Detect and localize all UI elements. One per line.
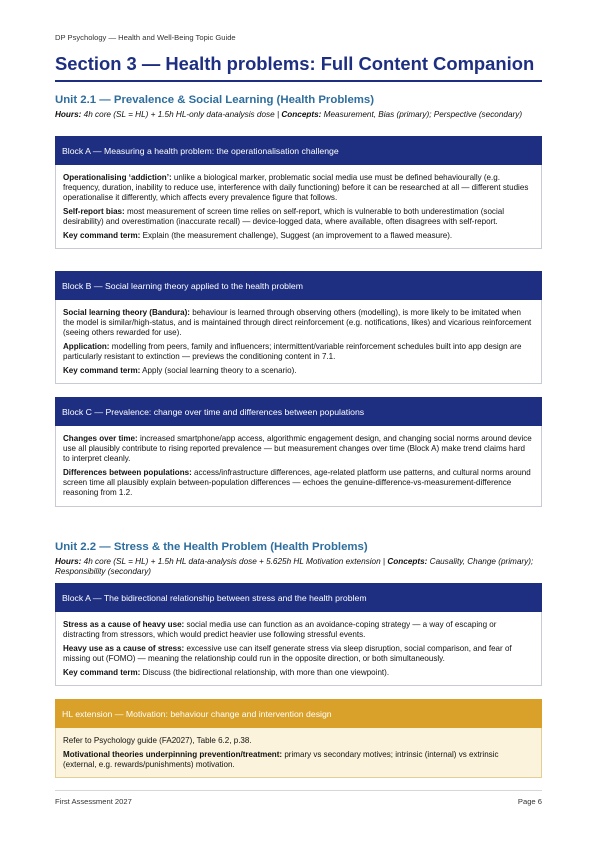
section-title: Section 3 — Health problems: Full Content Companion (55, 53, 535, 74)
block-body (55, 300, 542, 384)
term-text: Explain (the measurement challenge), Suggest (an improvement to a flawed measure). (142, 230, 453, 240)
block-paragraph (63, 231, 533, 241)
block-paragraph (63, 308, 533, 338)
concepts-label: Concepts: (387, 557, 428, 566)
block-paragraph (63, 468, 533, 498)
term-text: modelling from peers, family and influencers; intermittent/variable reinforcement schedules built into app design are particularly resistant to extinction — previews the conditioning content in 7.1. (63, 341, 522, 362)
term-label: Key command term: (63, 230, 141, 240)
term-label: Self-report bias: (63, 206, 125, 216)
block-heading: Block B — Social learning theory applied to the health problem (55, 271, 542, 300)
term-text: Discuss (the bidirectional relationship, with more than one viewpoint). (142, 667, 390, 677)
block-heading: Block A — The bidirectional relationship between stress and the health problem (55, 583, 542, 612)
term-label: Key command term: (63, 365, 141, 375)
unit-2-1-block-a (55, 136, 542, 249)
term-label: Changes over time: (63, 434, 138, 443)
block-body (55, 728, 542, 778)
block-paragraph (63, 668, 533, 678)
hours-label: Hours: (55, 110, 82, 119)
term-label: Heavy use as a cause of stress: (63, 643, 185, 653)
term-label: Stress as a cause of heavy use: (63, 620, 185, 629)
term-text: behaviour is learned through observing others (modelling), is more likely to be imitated when the model is similar/high-status, and is maintained through direct reinforcement (e.g. notifications, likes) and vicarious reinforcement (seeing others rewarded for use). (63, 308, 532, 338)
term-text: most measurement of screen time relies on self-report, which is vulnerable to both underestimation (social desirability) and overestimation (inaccurate recall) — device-logged data, where available, often disagrees with self-report. (63, 206, 505, 227)
footer-divider (55, 790, 542, 791)
block-paragraph (63, 736, 533, 746)
unit-2-1-title: Unit 2.1 — Prevalence & Social Learning (Health Problems) (55, 94, 375, 106)
hours-value: 4h core (SL = HL) + 1.5h HL-only data-analysis dose | (83, 110, 280, 119)
concepts-value: Causality, Change (primary); Responsibility (secondary) (55, 557, 534, 576)
hours-label: Hours: (55, 557, 82, 566)
block-paragraph (63, 207, 533, 227)
block-heading: HL extension — Motivation: behaviour change and intervention design (55, 699, 542, 728)
term-text: Refer to Psychology guide (FA2027), Table 6.2, p.38. (63, 736, 252, 745)
block-paragraph (63, 644, 533, 664)
term-text: excessive use can itself generate stress via sleep disruption, social comparison, and fear of missing out (FOMO) — meaning the relationship could run in the opposite direction, or both simultaneously. (63, 643, 512, 663)
block-paragraph (63, 434, 533, 464)
unit-2-1-block-c (55, 397, 542, 507)
term-text: primary vs secondary motives; intrinsic (internal) vs extrinsic (external, e.g. rewards/punishments) motivation. (63, 749, 499, 769)
unit-2-2-block-a (55, 583, 542, 686)
footer-assessment: First Assessment 2027 (55, 797, 132, 806)
running-head: DP Psychology — Health and Well-Being Topic Guide (55, 33, 236, 42)
page-number: Page 6 (517, 797, 542, 806)
concepts-value: Measurement, Bias (primary); Perspective (secondary) (323, 110, 523, 119)
block-paragraph (63, 342, 533, 362)
block-heading: Block A — Measuring a health problem: the operationalisation challenge (55, 136, 542, 165)
block-paragraph (63, 173, 533, 203)
term-label: Operationalising ‘addiction’: (63, 173, 172, 182)
hours-value: 4h core (SL = HL) + 1.5h HL data-analysis dose + 5.625h HL Motivation extension | (83, 557, 386, 566)
term-label: Social learning theory (Bandura): (63, 308, 190, 317)
unit-2-2-meta (55, 557, 542, 577)
unit-2-1-block-b (55, 271, 542, 384)
block-body (55, 426, 542, 507)
block-heading: Block C — Prevalence: change over time and differences between populations (55, 397, 542, 426)
section-divider (55, 80, 542, 82)
term-label: Differences between populations: (63, 467, 192, 477)
block-paragraph (63, 750, 533, 770)
block-body (55, 165, 542, 249)
term-label: Motivational theories underpinning prevention/treatment: (63, 749, 283, 759)
block-body (55, 612, 542, 686)
term-text: unlike a biological marker, problematic social media use must be defined behaviourally (e.g. frequency, duration, inability to reduce use, interference with daily functioning) before it can be researched at all — different studies operationalise it differently, which affects every prevalence figure that follows. (63, 173, 529, 203)
term-label: Key command term: (63, 667, 141, 677)
hl-extension-motivation (55, 699, 542, 778)
term-label: Application: (63, 341, 110, 351)
term-text: access/infrastructure differences, age-related platform use patterns, and cultural norms around screen time all plausibly explain between-population differences — echoes the genuine-difference-vs-measurement-difference reasoning from 1.2. (63, 467, 531, 498)
term-text: increased smartphone/app access, algorithmic engagement design, and changing social norms around device use all plausibly contribute to rising reported prevalence — but measurement changes over time (Block A) make trend claims hard to interpret cleanly. (63, 434, 532, 464)
term-text: social media use can function as an avoidance-coping strategy — a way of escaping or distracting from stressors, which would predict heavier use following stressful events. (63, 620, 497, 640)
concepts-label: Concepts: (281, 110, 322, 119)
unit-2-1-meta (55, 110, 542, 120)
block-paragraph (63, 366, 533, 376)
term-text: Apply (social learning theory to a scenario). (142, 365, 297, 375)
unit-2-2-title: Unit 2.2 — Stress & the Health Problem (Health Problems) (55, 541, 368, 553)
block-paragraph (63, 620, 533, 640)
